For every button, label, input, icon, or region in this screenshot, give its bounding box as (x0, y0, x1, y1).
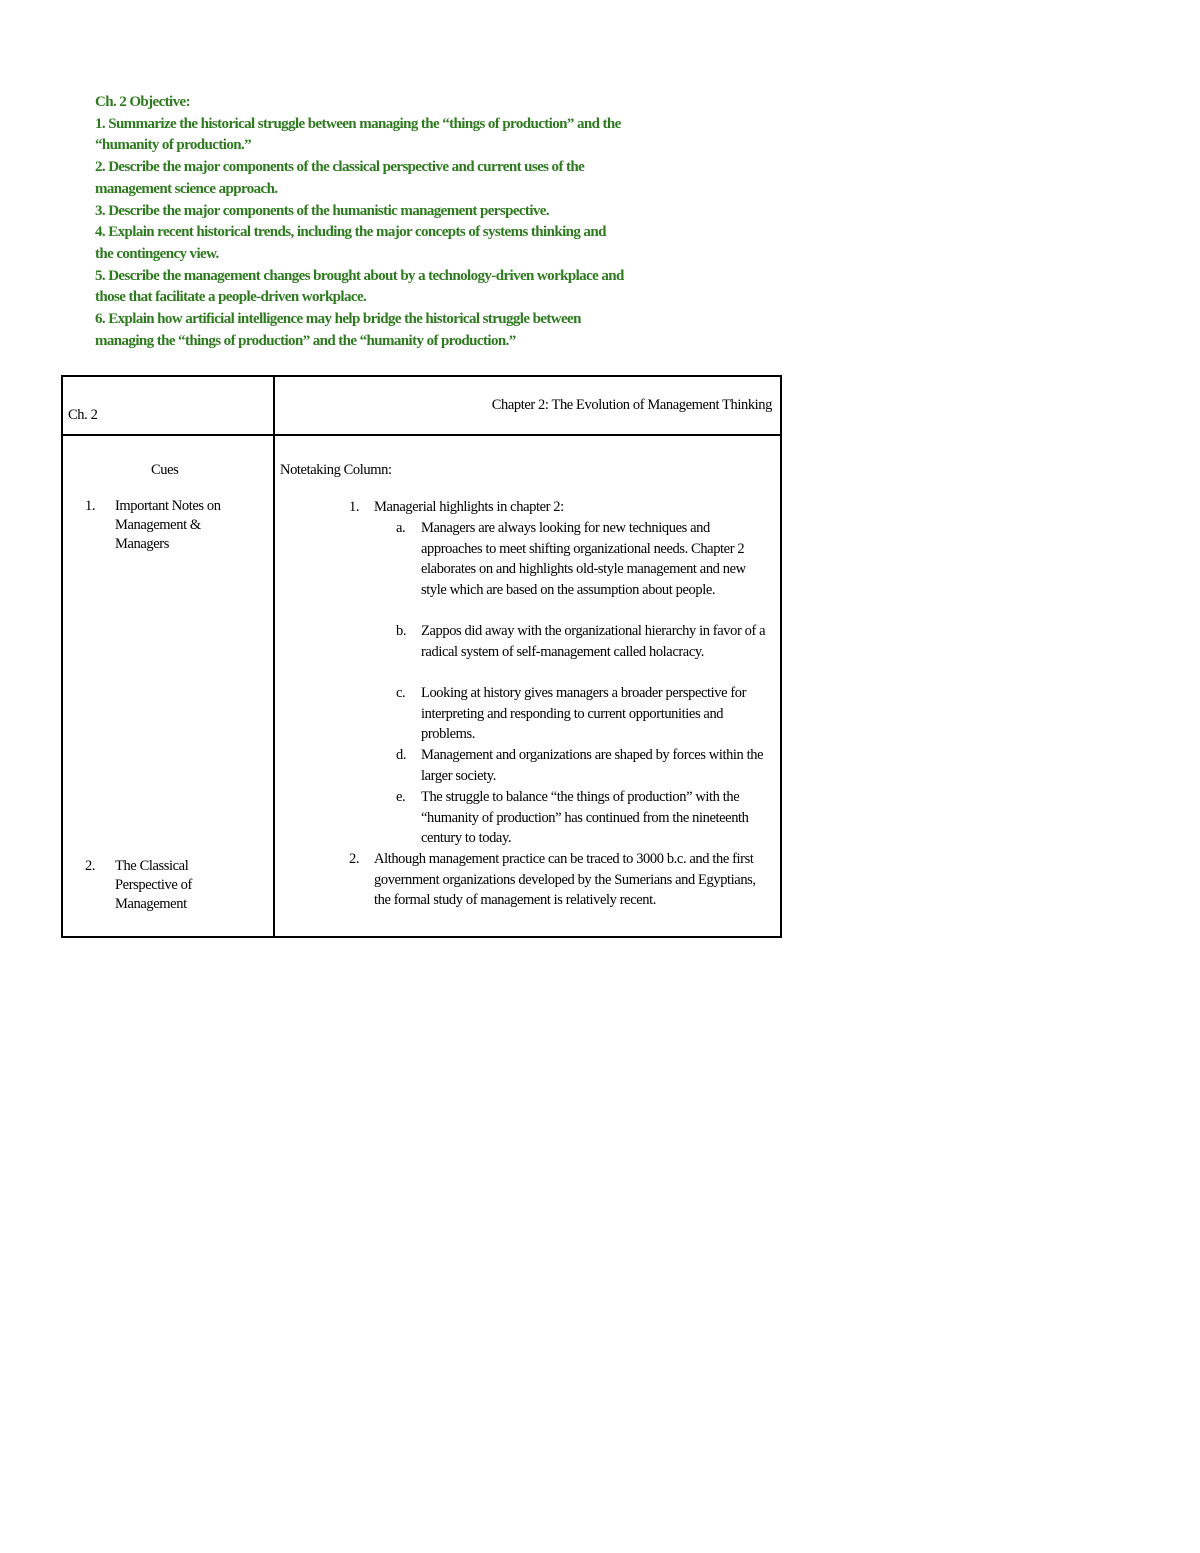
subitem-letter: e. (396, 789, 406, 805)
subitem-text: The struggle to balance “the things of production” with the “humanity of production” has continued from the nineteenth century to today. (421, 789, 749, 847)
cues-heading: Cues (151, 462, 179, 478)
objective-line: those that facilitate a people-driven workplace. (95, 289, 367, 306)
objective-line: 4. Explain recent historical trends, including the major concepts of systems thinking and (95, 224, 606, 241)
objective-line: 3. Describe the major components of the humanistic management perspective. (95, 202, 549, 219)
note-text: Managerial highlights in chapter 2: (374, 499, 564, 515)
objective-line: 5. Describe the management changes brought about by a technology-driven workplace and (95, 267, 624, 284)
cue-text: Important Notes on Management & Managers (115, 498, 221, 552)
subitem-letter: b. (396, 623, 407, 639)
header-divider (63, 434, 780, 436)
subitem-text: Managers are always looking for new techniques and approaches to meet shifting organizational needs. Chapter 2 elaborates on and highlights old-style management and new style which are based on the assumption about people. (421, 520, 746, 599)
objectives-block (95, 92, 735, 352)
objective-line: 1. Summarize the historical struggle between managing the “things of production” and the (95, 115, 621, 132)
note-text: Although management practice can be traced to 3000 b.c. and the first government organizations developed by the Sumerians and Egyptians, the formal study of management is relatively recent. (374, 851, 756, 909)
notes-heading: Notetaking Column: (280, 462, 392, 478)
objective-line: 2. Describe the major components of the classical perspective and current uses of the (95, 159, 585, 176)
objective-line: “humanity of production.” (95, 137, 252, 154)
subitem-letter: a. (396, 520, 406, 536)
cue-number: 2. (85, 858, 96, 874)
cornell-notes-table (61, 375, 782, 938)
subitem-text: Looking at history gives managers a broader perspective for interpreting and responding to current opportunities and problems. (421, 685, 747, 743)
objective-line: management science approach. (95, 180, 278, 197)
chapter-title: Chapter 2: The Evolution of Management Thinking (491, 397, 772, 413)
objectives-heading: Ch. 2 Objective: (95, 94, 190, 110)
subitem-letter: c. (396, 685, 406, 701)
note-number: 1. (349, 499, 360, 515)
subitem-text: Management and organizations are shaped by forces within the larger society. (421, 747, 764, 784)
objective-line: the contingency view. (95, 245, 219, 262)
note-number: 2. (349, 851, 360, 867)
objective-line: managing the “things of production” and the “humanity of production.” (95, 332, 516, 349)
chapter-label: Ch. 2 (68, 407, 98, 423)
subitem-text: Zappos did away with the organizational hierarchy in favor of a radical system of self-management called holacracy. (421, 623, 766, 660)
column-divider (273, 377, 275, 936)
objective-line: 6. Explain how artificial intelligence may help bridge the historical struggle between (95, 311, 581, 328)
cue-number: 1. (85, 498, 96, 514)
cue-text: The Classical Perspective of Management (115, 858, 192, 912)
subitem-letter: d. (396, 747, 407, 763)
